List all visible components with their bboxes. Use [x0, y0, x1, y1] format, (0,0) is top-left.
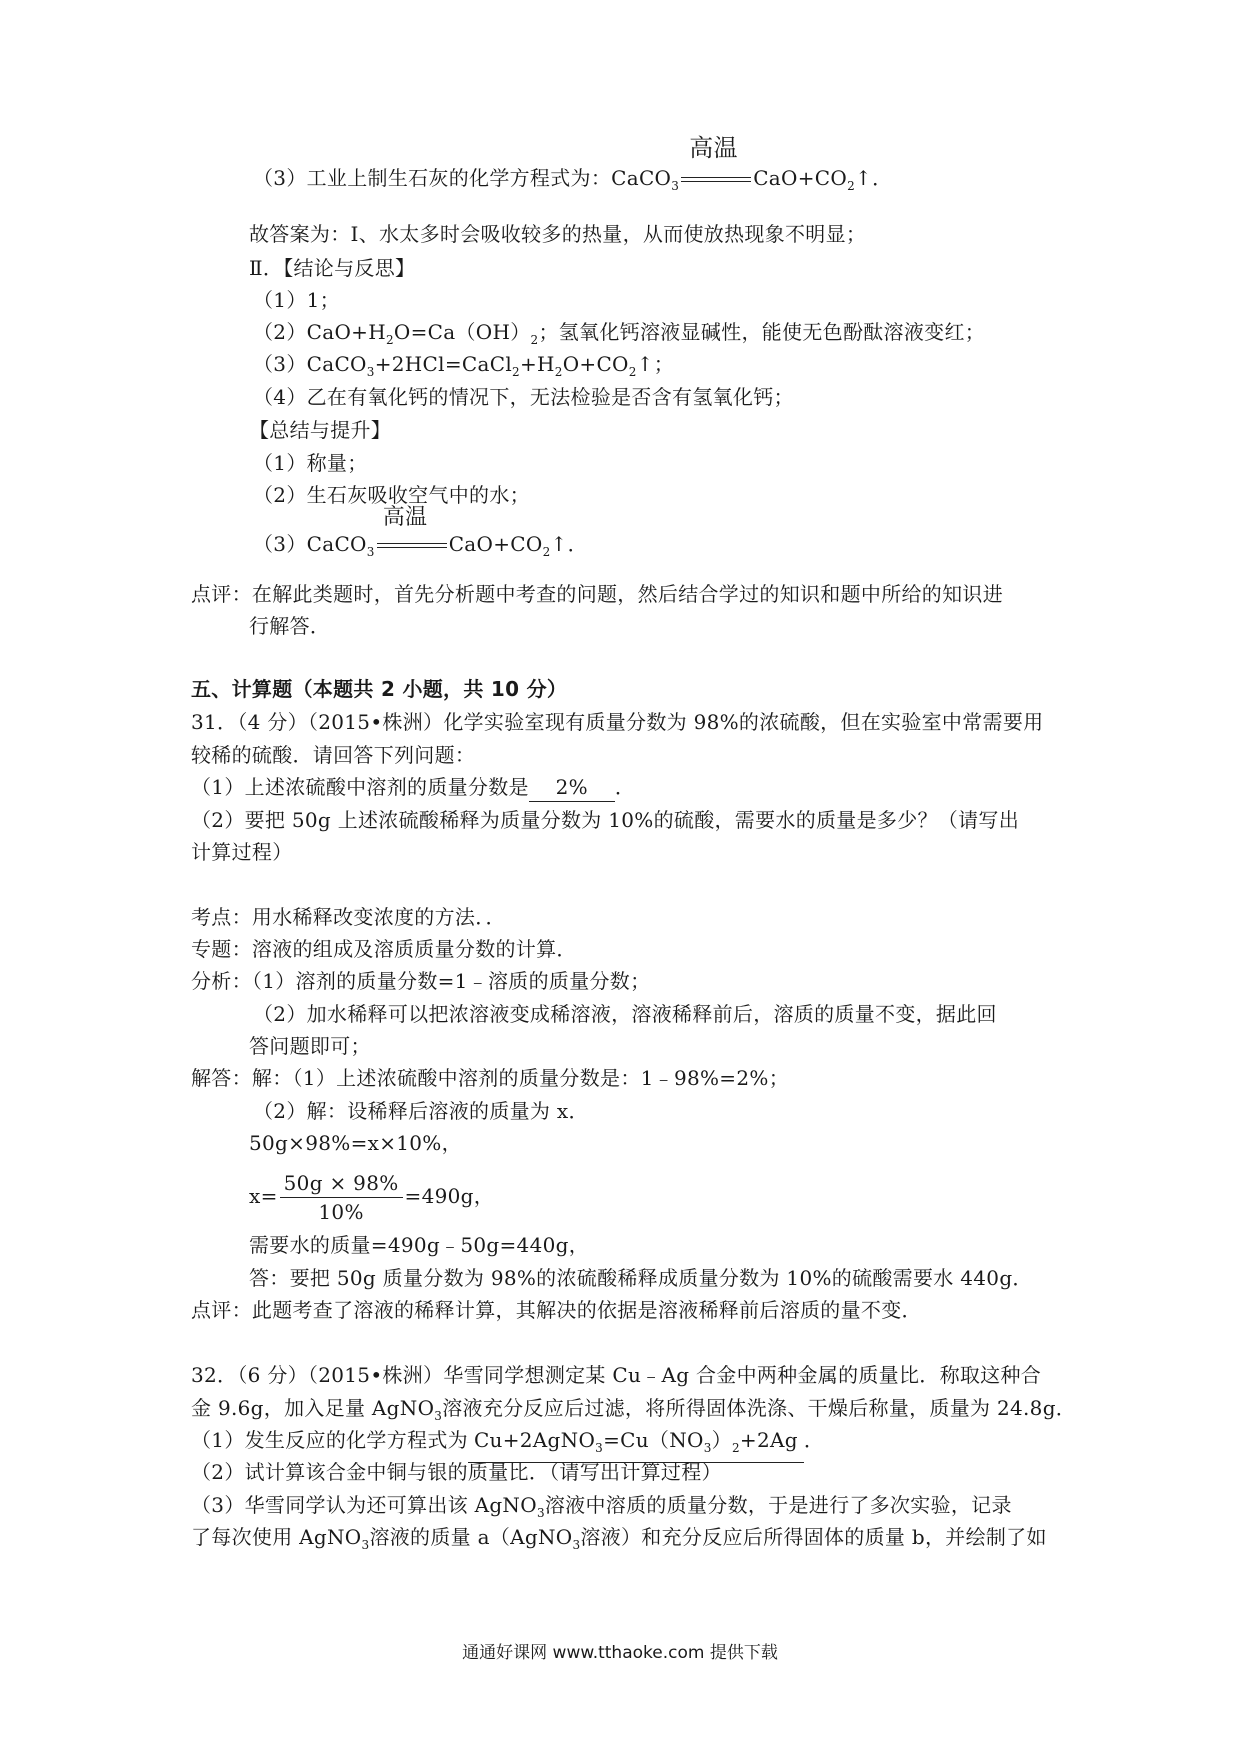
- fraction-numerator: 50g × 98%: [280, 1169, 403, 1198]
- text: （3）CaCO: [253, 352, 367, 376]
- summary-item-2: （2）生石灰吸收空气中的水；: [253, 483, 530, 507]
- text: O+CO: [562, 352, 629, 376]
- text: （3）华雪同学认为还可算出该 AgNO: [191, 1493, 537, 1517]
- text: 溶液的质量 a（AgNO: [369, 1525, 573, 1549]
- reaction-arrow: [679, 134, 753, 192]
- subscript: 2: [542, 545, 551, 559]
- text: +H: [519, 352, 555, 376]
- text: 金 9.6g，加入足量 AgNO: [191, 1396, 435, 1420]
- fenxi-3: 答问题即可；: [249, 1034, 371, 1058]
- text: +2HCl=CaCl: [374, 352, 513, 376]
- fenxi-1: 分析：（1）溶剂的质量分数=1﹣溶质的质量分数；: [191, 969, 651, 993]
- subscript: 3: [361, 1538, 370, 1552]
- jieda-2: （2）解：设稀释后溶液的质量为 x．: [253, 1099, 589, 1123]
- comment-line-2: 行解答．: [249, 614, 331, 638]
- subscript: 2: [530, 333, 539, 347]
- q32-stem-2: [191, 1394, 1076, 1430]
- q32-stem-1: 32．（6 分）（2015•株洲）华雪同学想测定某 Cu﹣Ag 合金中两种金属的质量比．称取这种合: [191, 1363, 1042, 1387]
- fraction: [280, 1169, 403, 1226]
- answer-item-4: （4）乙在有氧化钙的情况下，无法检验是否含有氢氧化钙；: [253, 385, 794, 409]
- text: O=Ca（OH）: [393, 320, 531, 344]
- text: ↑；: [636, 352, 675, 376]
- subscript: 2: [628, 365, 637, 379]
- subscript: 2: [554, 365, 563, 379]
- fraction-denominator: 10%: [318, 1200, 364, 1224]
- q32-part-3-line-1: [191, 1491, 1012, 1527]
- reaction-condition: 高温: [382, 505, 428, 530]
- text: （3）CaCO: [253, 532, 367, 556]
- page-footer: 通通好课网 www.tthaoke.com 提供下载: [462, 1643, 778, 1663]
- text: ↑．: [855, 166, 893, 190]
- text: =490g，: [404, 1184, 495, 1208]
- text: 溶液中溶质的质量分数，于是进行了多次实验，记录: [544, 1493, 1012, 1517]
- q31-part-2-line-1: （2）要把 50g 上述浓硫酸稀释为质量分数为 10%的硫酸，需要水的质量是多少？（请写出: [191, 808, 1020, 832]
- summary-item-1: （1）称量；: [253, 451, 368, 475]
- subscript: 3: [703, 1441, 712, 1455]
- text: =Cu（NO: [603, 1428, 704, 1452]
- q31-stem-2: 较稀的硫酸．请回答下列问题：: [191, 743, 476, 767]
- text: Cu+2AgNO: [473, 1428, 596, 1452]
- answer-item-3: [253, 350, 674, 386]
- q31-stem-1: 31．（4 分）（2015•株洲）化学实验室现有质量分数为 98%的浓硫酸，但在实验室中常需要用: [191, 710, 1044, 734]
- text: ↑．: [550, 532, 588, 556]
- jieda-1: 解答：解：（1）上述浓硫酸中溶剂的质量分数是：1﹣98%=2%；: [191, 1066, 789, 1090]
- subscript: 3: [536, 1506, 545, 1520]
- section-heading-conclusion: Ⅱ．【结论与反思】: [249, 256, 416, 280]
- text: （3）工业上制生石灰的化学方程式为：CaCO: [253, 166, 672, 190]
- q31-part-1: [191, 773, 635, 802]
- text: ；氢氧化钙溶液显碱性，能使无色酚酞溶液变红；: [538, 320, 986, 344]
- subscript: 3: [434, 1409, 443, 1423]
- answer-blank: 2%: [529, 773, 615, 802]
- subscript: 2: [512, 365, 520, 379]
- equation-line-1: [253, 134, 893, 200]
- dianping: 点评：此题考查了溶液的稀释计算，其解决的依据是溶液稀释前后溶质的量不变．: [191, 1298, 922, 1322]
- section-heading-summary: 【总结与提升】: [249, 418, 392, 442]
- subscript: 3: [366, 365, 375, 379]
- reaction-arrow: [375, 505, 449, 558]
- summary-item-3: [253, 505, 588, 566]
- zhuanti: 专题：溶液的组成及溶质质量分数的计算．: [191, 937, 577, 961]
- text: CaO+CO: [448, 532, 543, 556]
- answer-item-2: [253, 318, 985, 354]
- text: （1）发生反应的化学方程式为: [191, 1428, 468, 1452]
- jieda-3: 50g×98%=x×10%，: [249, 1131, 462, 1155]
- subscript: 3: [595, 1441, 604, 1455]
- subscript: 2: [847, 179, 856, 193]
- subscript: 2: [385, 333, 394, 347]
- text: 溶液充分反应后过滤，将所得固体洗涤、干燥后称量，质量为 24.8g．: [442, 1396, 1077, 1420]
- q32-part-3-line-2: [191, 1523, 1047, 1559]
- subscript: 2: [731, 1441, 740, 1455]
- answer-intro: 故答案为：Ⅰ、水太多时会吸收较多的热量，从而使放热现象不明显；: [249, 222, 867, 246]
- kaodian: 考点：用水稀释改变浓度的方法．．: [191, 905, 506, 929]
- q31-part-2-line-2: 计算过程）: [191, 840, 293, 864]
- subscript: 3: [572, 1538, 581, 1552]
- subscript: 3: [366, 545, 375, 559]
- text: 了每次使用 AgNO: [191, 1525, 362, 1549]
- text: （1）上述浓硫酸中溶剂的质量分数是: [191, 775, 529, 799]
- text: ．: [614, 775, 636, 799]
- text: （2）CaO+H: [253, 320, 386, 344]
- answer-item-1: （1）1；: [253, 288, 340, 312]
- text: ．: [803, 1428, 825, 1452]
- reaction-condition: 高温: [689, 134, 738, 162]
- jieda-6: 答：要把 50g 质量分数为 98%的浓硫酸稀释成质量分数为 10%的硫酸需要水 440g．: [249, 1266, 1033, 1290]
- jieda-fraction-line: [249, 1166, 494, 1226]
- jieda-5: 需要水的质量=490g﹣50g=440g，: [249, 1233, 590, 1257]
- text: +2Ag: [739, 1428, 798, 1452]
- section-heading-calculation: 五、计算题（本题共 2 小题，共 10 分）: [191, 677, 568, 701]
- q32-part-2: （2）试计算该合金中铜与银的质量比．（请写出计算过程）: [191, 1460, 722, 1484]
- subscript: 3: [671, 179, 680, 193]
- text: CaO+CO: [753, 166, 848, 190]
- text: 溶液）和充分反应后所得固体的质量 b，并绘制了如: [580, 1525, 1047, 1549]
- comment-line-1: 点评：在解此类题时，首先分析题中考查的问题，然后结合学过的知识和题中所给的知识进: [191, 582, 1003, 606]
- text: ）: [711, 1428, 732, 1452]
- fenxi-2: （2）加水稀释可以把浓溶液变成稀溶液，溶液稀释前后，溶质的质量不变，据此回: [253, 1002, 997, 1026]
- text: x=: [249, 1184, 278, 1208]
